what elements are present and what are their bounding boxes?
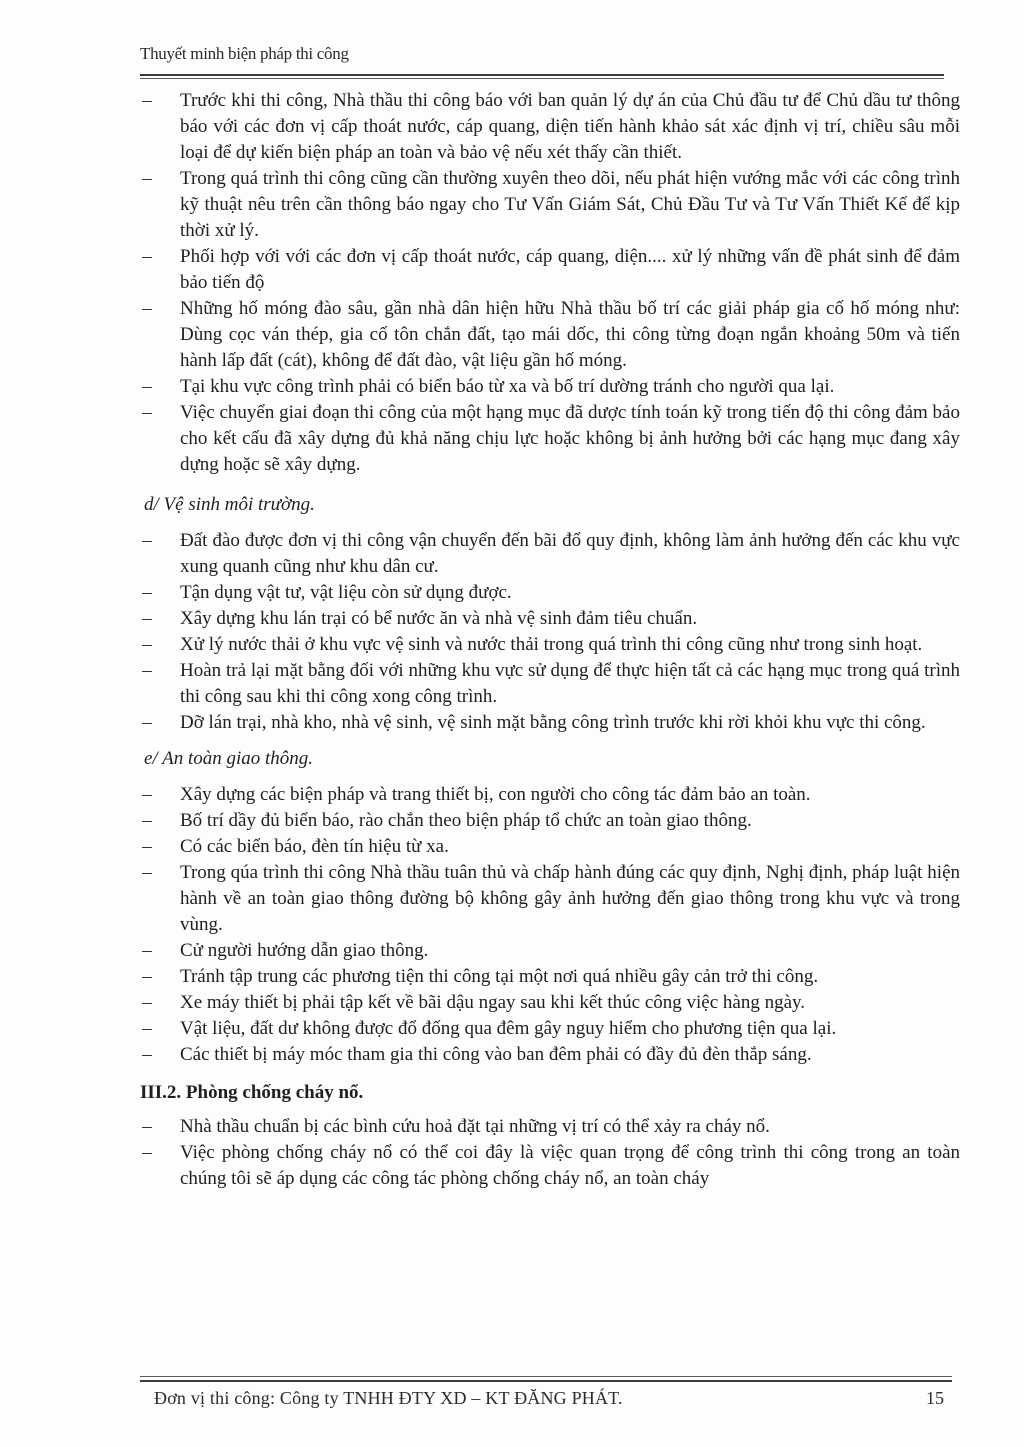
list-item-text: Có các biển báo, đèn tín hiệu từ xa. — [180, 836, 449, 857]
list-item — [140, 834, 960, 860]
list-item-text: Xây dựng các biện pháp và trang thiết bị, con người cho công tác đảm bảo an toàn. — [180, 784, 811, 805]
document-body — [140, 88, 960, 1196]
list-item — [140, 88, 960, 166]
list-item-text: Tránh tập trung các phương tiện thi công tại một nơi quá nhiều gây cản trở thi công. — [180, 966, 819, 987]
bullet-dash: – — [142, 810, 152, 831]
list-item — [140, 990, 960, 1016]
list-item-text: Xe máy thiết bị phải tập kết về bãi dậu ngay sau khi kết thúc công việc hàng ngày. — [180, 992, 806, 1013]
footer-company: Đơn vị thi công: Công ty TNHH ĐTY XD – KT ĐĂNG PHÁT. — [154, 1388, 623, 1408]
bullet-dash: – — [142, 862, 152, 883]
list-item — [140, 606, 960, 632]
header-rule — [140, 74, 944, 76]
list-item-text: Hoàn trả lại mặt bằng đối với những khu vực sử dụng để thực hiện tất cả các hạng mục trong quá trình thi công sau khi thi công xong công trình. — [180, 660, 960, 707]
list-item-text: Dỡ lán trại, nhà kho, nhà vệ sinh, vệ sinh mặt bằng công trình trước khi rời khỏi khu vực thi công. — [180, 712, 926, 733]
bullet-dash: – — [142, 246, 152, 267]
bullet-dash: – — [142, 1142, 152, 1163]
bullet-dash: – — [142, 712, 152, 733]
section-1 — [140, 88, 960, 478]
list-item — [140, 244, 960, 296]
section-heading-an-toan-giao-thong: e/ An toàn giao thông. — [144, 748, 314, 769]
list-item — [140, 528, 960, 580]
list-item — [140, 938, 960, 964]
list-item — [140, 632, 960, 658]
section-3 — [140, 782, 960, 1068]
section-2 — [140, 528, 960, 736]
list-item — [140, 374, 960, 400]
bullet-dash: – — [142, 1018, 152, 1039]
list-item-text: Việc phòng chống cháy nổ có thể coi đây là việc quan trọng để công trình thi công trong an toàn chúng tôi sẽ áp dụng các công tác phòng chống cháy nổ, an toàn cháy — [180, 1142, 960, 1189]
bullet-dash: – — [142, 836, 152, 857]
list-item-text: Xử lý nước thải ở khu vực vệ sinh và nước thải trong quá trình thi công cũng như trong sinh hoạt. — [180, 634, 923, 655]
header-rule-thin — [140, 78, 944, 79]
footer-rule — [140, 1380, 952, 1382]
bullet-dash: – — [142, 940, 152, 961]
bullet-dash: – — [142, 784, 152, 805]
bullet-dash: – — [142, 992, 152, 1013]
list-item-text: Trong qúa trình thi công Nhà thầu tuân thủ và chấp hành đúng các quy định, Nghị định, pháp luật hiện hành về an toàn giao thông đường bộ không gây ảnh hưởng đến giao thông trong khu vực và trong vùng. — [180, 862, 960, 935]
list-item — [140, 580, 960, 606]
list-item — [140, 1016, 960, 1042]
bullet-dash: – — [142, 1116, 152, 1137]
list-item-text: Những hố móng đào sâu, gần nhà dân hiện hữu Nhà thầu bố trí các giải pháp gia cố hố móng như: Dùng cọc ván thép, gia cố tôn chắn đất, tạo mái dốc, thi công từng đoạn ngắn khoảng 50m và tiến hành lấp đất (cát), không để đất đào, vật liệu gần hố móng. — [180, 298, 960, 371]
list-item-text: Trước khi thi công, Nhà thầu thi công báo với ban quản lý dự án của Chủ đầu tư để Chủ dầu tư thông báo với các đơn vị cấp thoát nước, cáp quang, diện tiến hành khảo sát xác định vị trí, chiều sâu mỗi loại để dự kiến biện pháp an toàn và bảo vệ nếu xét thấy cần thiết. — [180, 90, 960, 163]
bullet-dash: – — [142, 1044, 152, 1065]
page-header-title: Thuyết minh biện pháp thi công — [140, 44, 349, 63]
list-item — [140, 1140, 960, 1192]
list-item — [140, 1042, 960, 1068]
list-item-text: Tại khu vực công trình phải có biển báo từ xa và bố trí dường tránh cho người qua lại. — [180, 376, 835, 397]
list-item — [140, 166, 960, 244]
list-item — [140, 296, 960, 374]
page-number: 15 — [926, 1388, 944, 1408]
bullet-dash: – — [142, 608, 152, 629]
list-item — [140, 658, 960, 710]
list-item-text: Đất đào được đơn vị thi công vận chuyển đến bãi đổ quy định, không làm ảnh hưởng đến các khu vực xung quanh cũng như khu dân cư. — [180, 530, 960, 577]
list-item-text: Vật liệu, đất dư không được đổ đống qua đêm gây nguy hiểm cho phương tiện qua lại. — [180, 1018, 837, 1039]
list-item-text: Trong quá trình thi công cũng cần thường xuyên theo dõi, nếu phát hiện vướng mắc với các công trình kỹ thuật nêu trên cần thông báo ngay cho Tư Vấn Giám Sát, Chủ Đầu Tư và Tư Vấn Thiết Kế để kịp thời xử lý. — [180, 168, 960, 241]
bullet-dash: – — [142, 530, 152, 551]
list-item-text: Việc chuyển giai đoạn thi công của một hạng mục đã dược tính toán kỹ trong tiến độ thi công đảm bảo cho kết cấu đã xây dựng đủ khả năng chịu lực hoặc không bị ảnh hưởng bởi các hạng mục đang xây dựng hoặc sẽ xây dựng. — [180, 402, 960, 475]
bullet-dash: – — [142, 168, 152, 189]
list-item-text: Nhà thầu chuẩn bị các bình cứu hoả đặt tại những vị trí có thể xảy ra cháy nổ. — [180, 1116, 770, 1137]
list-item-text: Phối hợp với với các đơn vị cấp thoát nước, cáp quang, diện.... xử lý những vấn đề phát sinh để đảm bảo tiến độ — [180, 246, 960, 293]
list-item — [140, 1114, 960, 1140]
list-item — [140, 964, 960, 990]
bullet-dash: – — [142, 660, 152, 681]
bullet-dash: – — [142, 90, 152, 111]
section-4 — [140, 1114, 960, 1192]
list-item-text: Xây dựng khu lán trại có bể nước ăn và nhà vệ sinh đảm tiêu chuẩn. — [180, 608, 698, 629]
section-heading-ve-sinh: d/ Vệ sinh môi trường. — [144, 494, 315, 515]
list-item-text: Các thiết bị máy móc tham gia thi công vào ban đêm phải có đầy đủ đèn thắp sáng. — [180, 1044, 812, 1065]
list-item — [140, 710, 960, 736]
bullet-dash: – — [142, 634, 152, 655]
subsection-heading-phong-chong-chay-no: III.2. Phòng chống cháy nổ. — [140, 1082, 364, 1103]
bullet-dash: – — [142, 966, 152, 987]
list-item — [140, 782, 960, 808]
bullet-dash: – — [142, 402, 152, 423]
list-item — [140, 400, 960, 478]
list-item-text: Cử người hướng dẫn giao thông. — [180, 940, 429, 961]
footer-rule-thin — [140, 1376, 952, 1377]
list-item-text: Tận dụng vật tư, vật liệu còn sử dụng được. — [180, 582, 512, 603]
bullet-dash: – — [142, 298, 152, 319]
list-item — [140, 808, 960, 834]
bullet-dash: – — [142, 582, 152, 603]
list-item-text: Bố trí dầy đủ biển báo, rào chắn theo biện pháp tổ chức an toàn giao thông. — [180, 810, 752, 831]
list-item — [140, 860, 960, 938]
bullet-dash: – — [142, 376, 152, 397]
